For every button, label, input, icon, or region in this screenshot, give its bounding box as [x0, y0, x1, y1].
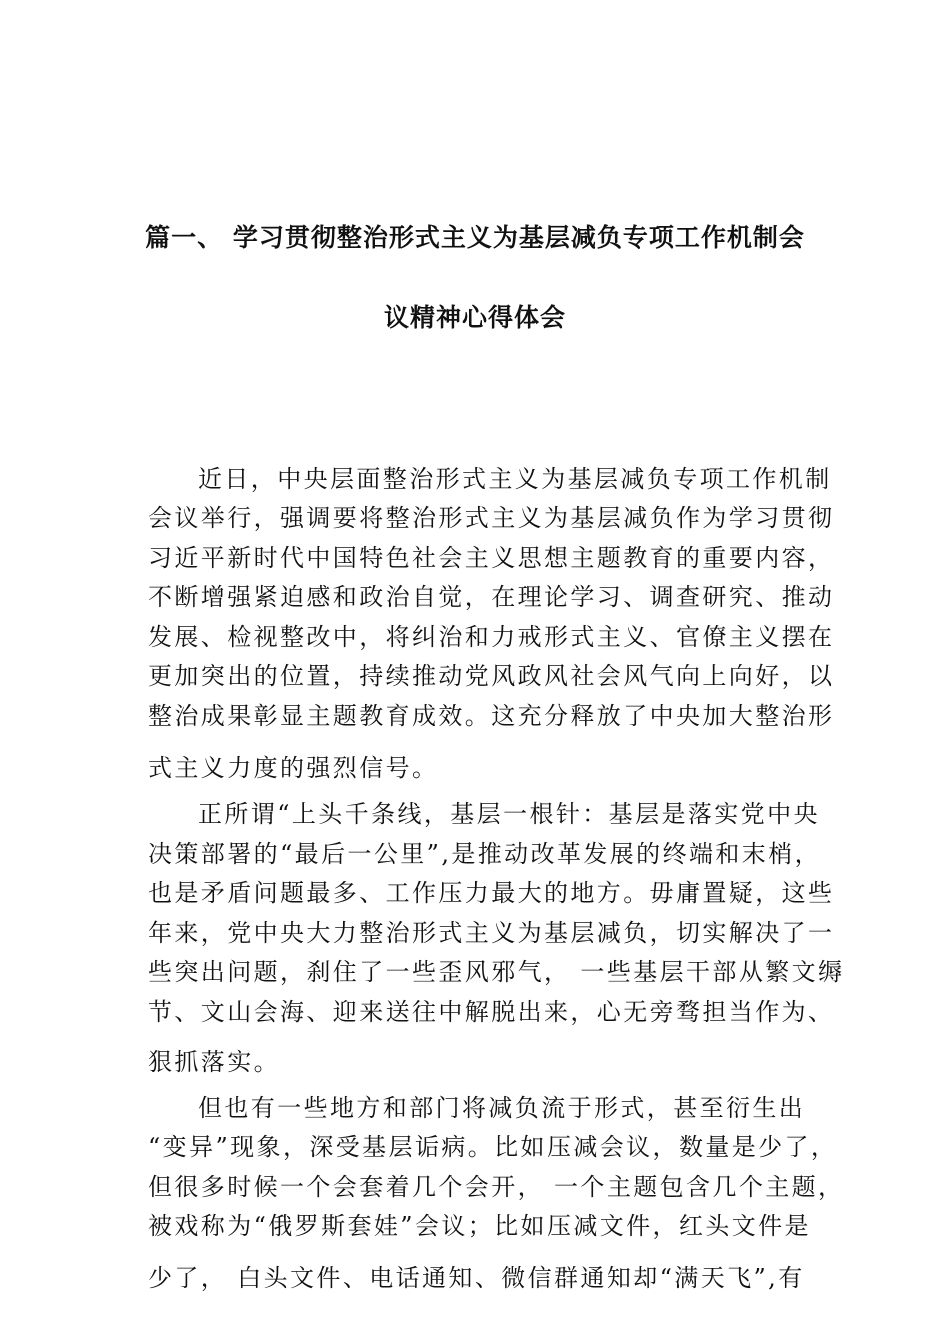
body-line: 习近平新时代中国特色社会主义思想主题教育的重要内容， [148, 544, 835, 572]
body-line: 些突出问题，刹住了一些歪风邪气， 一些基层干部从繁文缛 [148, 958, 845, 986]
body-line: 但也有一些地方和部门将减负流于形式，甚至衍生出 [198, 1094, 806, 1122]
body-line: 被戏称为“俄罗斯套娃”会议；比如压减文件，红头文件是 [148, 1212, 811, 1240]
body-line: 不断增强紧迫感和政治自觉，在理论学习、调查研究、推动 [148, 583, 835, 611]
body-line: 但很多时候一个会套着几个会开， 一个主题包含几个主题， [148, 1173, 845, 1201]
body-line: “变异”现象，深受基层诟病。比如压减会议，数量是少了， [148, 1133, 838, 1161]
document-title-line-2: 议精神心得体会 [383, 303, 566, 332]
body-line: 整治成果彰显主题教育成效。这充分释放了中央加大整治形 [148, 702, 835, 730]
body-line: 正所谓“上头千条线，基层一根针：基层是落实党中央 [198, 800, 820, 828]
body-line: 狠抓落实。 [148, 1048, 280, 1076]
body-line: 节、文山会海、迎来送往中解脱出来，心无旁骛担当作为、 [148, 998, 835, 1026]
body-line: 少了， 白头文件、电话通知、微信群通知却“满天飞”,有 [148, 1264, 805, 1292]
body-line: 年来，党中央大力整治形式主义为基层减负，切实解决了一 [148, 919, 835, 947]
body-line: 发展、检视整改中，将纠治和力戒形式主义、官僚主义摆在 [148, 623, 835, 651]
body-line: 近日，中央层面整治形式主义为基层减负专项工作机制 [198, 465, 832, 493]
body-line: 也是矛盾问题最多、工作压力最大的地方。毋庸置疑，这些 [148, 879, 835, 907]
body-line: 式主义力度的强烈信号。 [148, 754, 439, 782]
body-line: 会议举行，强调要将整治形式主义为基层减负作为学习贯彻 [148, 504, 835, 532]
body-line: 更加突出的位置，持续推动党风政风社会风气向上向好，以 [148, 662, 835, 690]
body-line: 决策部署的“最后一公里”,是推动改革发展的终端和末梢， [148, 840, 821, 868]
document-title-line-1: 篇一、 学习贯彻整治形式主义为基层减负专项工作机制会 [145, 223, 805, 252]
